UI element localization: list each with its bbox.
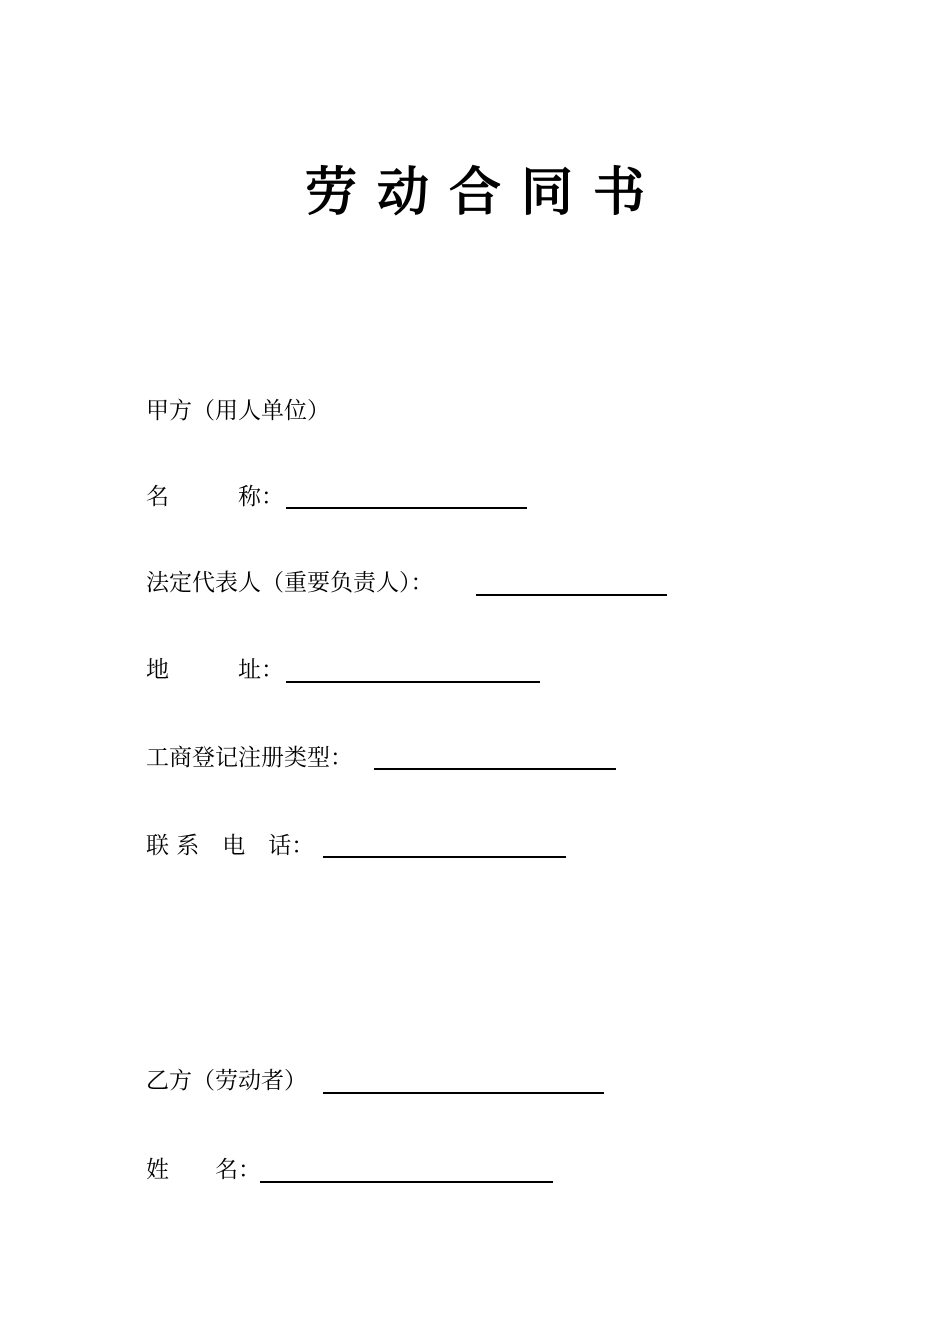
- party-b-name-blank[interactable]: [260, 1181, 553, 1183]
- party-b-heading-blank[interactable]: [323, 1092, 604, 1094]
- party-a-name-blank[interactable]: [286, 507, 527, 509]
- party-b-name-label: 姓 名：: [146, 1157, 261, 1183]
- document-title: 劳动合同书: [304, 163, 665, 223]
- party-a-address-blank[interactable]: [286, 681, 540, 683]
- party-a-name-label: 名 称：: [146, 484, 284, 510]
- party-a-registration-type-label: 工商登记注册类型：: [146, 745, 353, 771]
- party-a-registration-type-blank[interactable]: [374, 768, 616, 770]
- party-a-address-label: 地 址：: [146, 657, 284, 683]
- party-a-phone-blank[interactable]: [323, 856, 566, 858]
- party-a-heading: 甲方（用人单位）: [146, 398, 330, 424]
- party-a-legal-rep-blank[interactable]: [476, 594, 667, 596]
- party-a-phone-label: 联 系 电 话：: [146, 833, 315, 859]
- party-a-legal-rep-label: 法定代表人（重要负责人）：: [146, 570, 434, 596]
- party-b-heading: 乙方（劳动者）: [146, 1068, 307, 1094]
